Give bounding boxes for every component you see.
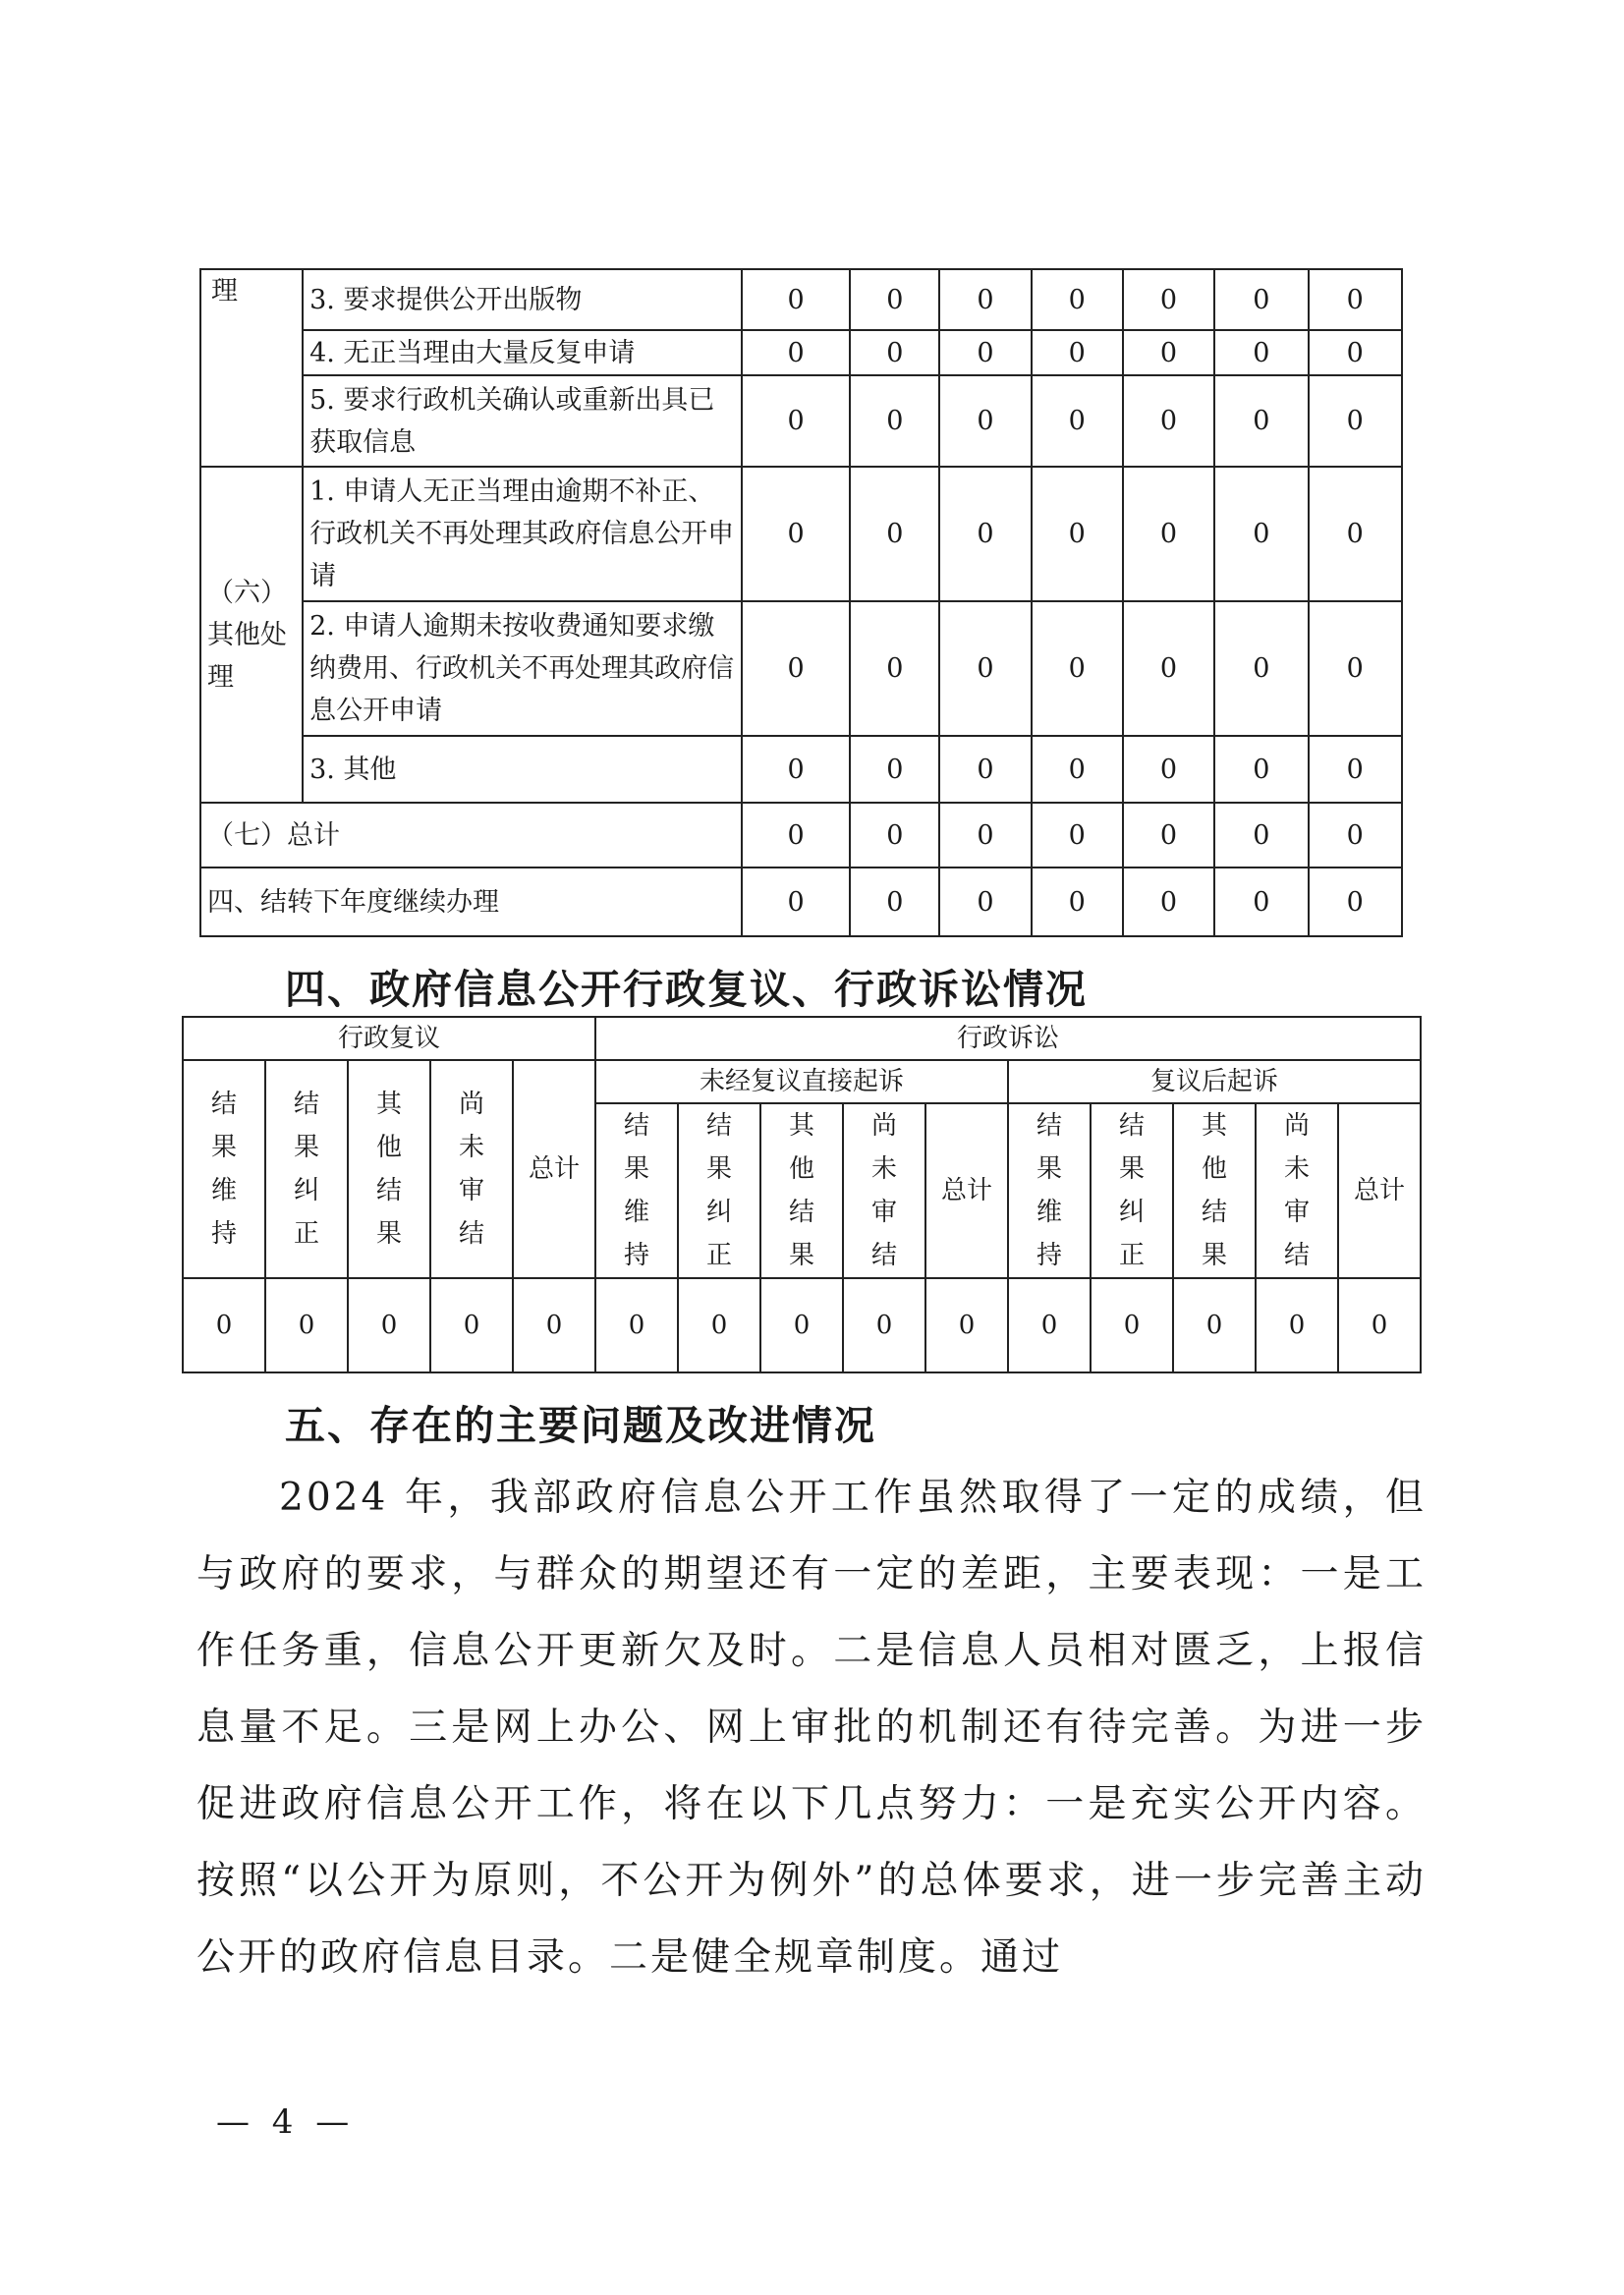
table-row: [200, 803, 1402, 868]
table-row: [183, 1060, 1421, 1103]
value-cell: 0: [513, 1278, 595, 1372]
value-cell: 0: [1309, 269, 1402, 330]
value-cell: 0: [1214, 601, 1308, 736]
value-cell: 0: [760, 1278, 843, 1372]
col-label: 结 果 维 持: [595, 1103, 678, 1278]
value-cell: 0: [742, 736, 851, 803]
item-cell: 2. 申请人逾期未按收费通知要求缴纳费用、行政机关不再处理其政府信息公开申请: [303, 601, 742, 736]
table-row: [200, 375, 1402, 467]
value-cell: 0: [939, 467, 1031, 601]
col-label: 其 他 结 果: [1173, 1103, 1256, 1278]
value-cell: 0: [939, 269, 1031, 330]
value-cell: 0: [850, 467, 939, 601]
value-cell: 0: [1032, 467, 1123, 601]
col-label: 尚 未 审 结: [843, 1103, 925, 1278]
value-cell: 0: [1123, 601, 1214, 736]
table-row: [200, 601, 1402, 736]
value-cell: 0: [678, 1278, 760, 1372]
value-cell: 0: [1214, 803, 1308, 868]
section-heading: 五、存在的主要问题及改进情况: [285, 1402, 876, 1449]
value-cell: 0: [742, 330, 851, 375]
value-cell: 0: [265, 1278, 348, 1372]
value-cell: 0: [939, 736, 1031, 803]
value-cell: 0: [1123, 269, 1214, 330]
col-label: 尚 未 审 结: [1256, 1103, 1338, 1278]
value-cell: 0: [939, 375, 1031, 467]
value-cell: 0: [843, 1278, 925, 1372]
value-cell: 0: [850, 330, 939, 375]
col-label: 结 果 纠 正: [1091, 1103, 1173, 1278]
col-label: 尚 未 审 结: [430, 1060, 513, 1278]
table-row: [200, 868, 1402, 936]
item-cell: 3. 其他: [303, 736, 742, 803]
value-cell: 0: [1173, 1278, 1256, 1372]
value-cell: 0: [1032, 601, 1123, 736]
value-cell: 0: [850, 736, 939, 803]
value-cell: 0: [1123, 375, 1214, 467]
col-label: 其 他 结 果: [348, 1060, 430, 1278]
value-cell: 0: [1032, 736, 1123, 803]
value-cell: 0: [1091, 1278, 1173, 1372]
value-cell: 0: [595, 1278, 678, 1372]
value-cell: 0: [1032, 803, 1123, 868]
col-label: 其 他 结 果: [760, 1103, 843, 1278]
body-paragraph: 2024 年，我部政府信息公开工作虽然取得了一定的成绩，但与政府的要求，与群众的期望还有一定的差距，主要表现：一是工作任务重，信息公开更新欠及时。二是信息人员相对匮乏，上报信息量不足。三是网上办公、网上审批的机制还有待完善。为进一步促进政府信息公开工作，将在以下几点努力：一是充实公开内容。按照“以公开为原则，不公开为例外”的总体要求，进一步完善主动公开的政府信息目录。二是健全规章制度。通过: [196, 1476, 1427, 1980]
value-cell: 0: [1214, 868, 1308, 936]
col-label: 结 果 维 持: [183, 1060, 265, 1278]
value-cell: 0: [1309, 868, 1402, 936]
application-handling-table: [199, 268, 1403, 937]
value-cell: 0: [1309, 803, 1402, 868]
table-row: [200, 269, 1402, 330]
table-row: [200, 330, 1402, 375]
table-row: [200, 736, 1402, 803]
value-cell: 0: [1214, 375, 1308, 467]
value-cell: 0: [430, 1278, 513, 1372]
value-cell: 0: [1032, 868, 1123, 936]
col-label: 结 果 纠 正: [678, 1103, 760, 1278]
value-cell: 0: [742, 868, 851, 936]
table-row: [200, 467, 1402, 601]
table-row: [183, 1278, 1421, 1372]
page-number: — 4 —: [216, 2102, 356, 2142]
value-cell: 0: [1123, 803, 1214, 868]
value-cell: 0: [1309, 736, 1402, 803]
value-cell: 0: [1214, 330, 1308, 375]
value-cell: 0: [742, 803, 851, 868]
section-heading: 四、政府信息公开行政复议、行政诉讼情况: [285, 966, 1088, 1013]
col-label: 结 果 纠 正: [265, 1060, 348, 1278]
review-header: 行政复议: [183, 1017, 595, 1060]
value-cell: 0: [925, 1278, 1008, 1372]
item-cell: （七）总计: [200, 803, 742, 868]
value-cell: 0: [742, 269, 851, 330]
value-cell: 0: [1309, 467, 1402, 601]
item-cell: 四、结转下年度继续办理: [200, 868, 742, 936]
value-cell: 0: [1123, 736, 1214, 803]
value-cell: 0: [1309, 601, 1402, 736]
value-cell: 0: [348, 1278, 430, 1372]
value-cell: 0: [850, 803, 939, 868]
value-cell: 0: [1309, 375, 1402, 467]
litigation-header: 行政诉讼: [595, 1017, 1421, 1060]
item-cell: 3. 要求提供公开出版物: [303, 269, 742, 330]
item-cell: 5. 要求行政机关确认或重新出具已获取信息: [303, 375, 742, 467]
value-cell: 0: [1338, 1278, 1421, 1372]
value-cell: 0: [742, 467, 851, 601]
value-cell: 0: [742, 375, 851, 467]
value-cell: 0: [850, 868, 939, 936]
value-cell: 0: [1008, 1278, 1091, 1372]
value-cell: 0: [1256, 1278, 1338, 1372]
col-label: 结 果 维 持: [1008, 1103, 1091, 1278]
after-review-header: 复议后起诉: [1008, 1060, 1421, 1103]
item-cell: 4. 无正当理由大量反复申请: [303, 330, 742, 375]
value-cell: 0: [1214, 269, 1308, 330]
item-cell: 1. 申请人无正当理由逾期不补正、行政机关不再处理其政府信息公开申请: [303, 467, 742, 601]
value-cell: 0: [939, 868, 1031, 936]
value-cell: 0: [939, 601, 1031, 736]
review-litigation-table: [182, 1016, 1422, 1373]
col-label: 总计: [925, 1103, 1008, 1278]
value-cell: 0: [1214, 467, 1308, 601]
value-cell: 0: [1032, 375, 1123, 467]
value-cell: 0: [850, 269, 939, 330]
category-cell: 理: [200, 269, 303, 467]
value-cell: 0: [1032, 269, 1123, 330]
col-label: 总计: [513, 1060, 595, 1278]
value-cell: 0: [1214, 736, 1308, 803]
value-cell: 0: [1123, 467, 1214, 601]
table-row: [183, 1017, 1421, 1060]
value-cell: 0: [1309, 330, 1402, 375]
value-cell: 0: [939, 803, 1031, 868]
value-cell: 0: [742, 601, 851, 736]
value-cell: 0: [850, 375, 939, 467]
value-cell: 0: [183, 1278, 265, 1372]
value-cell: 0: [850, 601, 939, 736]
value-cell: 0: [1123, 330, 1214, 375]
value-cell: 0: [1032, 330, 1123, 375]
value-cell: 0: [1123, 868, 1214, 936]
value-cell: 0: [939, 330, 1031, 375]
category-cell: （六）其他处理: [200, 467, 303, 803]
col-label: 总计: [1338, 1103, 1421, 1278]
direct-suit-header: 未经复议直接起诉: [595, 1060, 1008, 1103]
